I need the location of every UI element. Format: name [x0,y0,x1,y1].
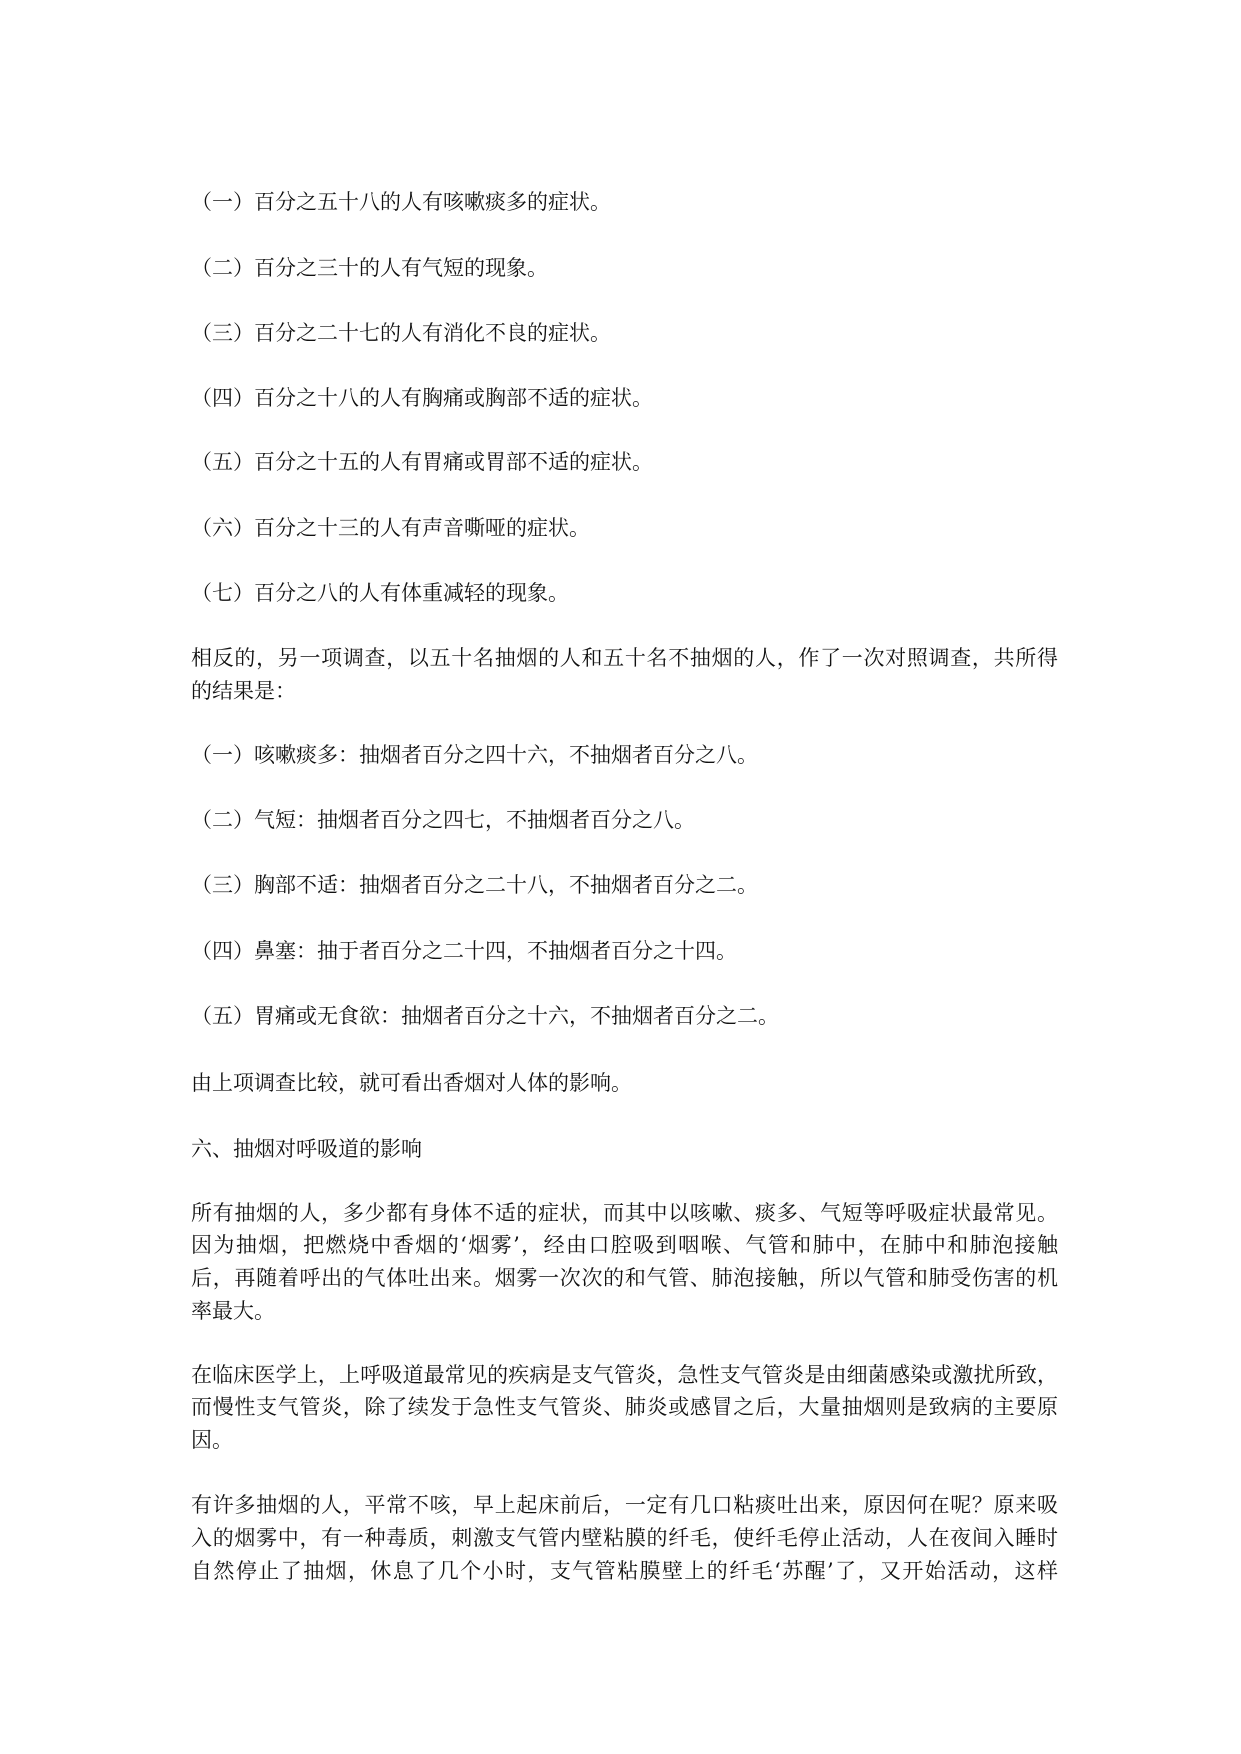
symptom-item: （一）百分之五十八的人有咳嗽痰多的症状。 [191,190,611,214]
symptom-item: （五）百分之十五的人有胃痛或胃部不适的症状。 [191,450,653,474]
intro-paragraph-line: 相反的，另一项调查，以五十名抽烟的人和五十名不抽烟的人，作了一次对照调查，共所得 [191,646,1058,670]
symptom-item: （六）百分之十三的人有声音嘶哑的症状。 [191,516,590,540]
symptom-item: （三）百分之二十七的人有消化不良的症状。 [191,321,611,345]
paragraph-line: 后，再随着呼出的气体吐出来。烟雾一次次的和气管、肺泡接触，所以气管和肺受伤害的机 [191,1266,1058,1290]
paragraph-line: 率最大。 [191,1299,275,1323]
section-heading: 六、抽烟对呼吸道的影响 [191,1137,422,1161]
paragraph-line: 所有抽烟的人，多少都有身体不适的症状，而其中以咳嗽、痰多、气短等呼吸症状最常见。 [191,1201,1058,1225]
comparison-item: （二）气短：抽烟者百分之四七，不抽烟者百分之八。 [191,808,695,832]
conclusion-text: 由上项调查比较，就可看出香烟对人体的影响。 [191,1071,632,1095]
comparison-item: （一）咳嗽痰多：抽烟者百分之四十六，不抽烟者百分之八。 [191,743,758,767]
intro-paragraph-line: 的结果是： [191,679,296,703]
comparison-item: （三）胸部不适：抽烟者百分之二十八，不抽烟者百分之二。 [191,873,758,897]
paragraph-line: 而慢性支气管炎，除了续发于急性支气管炎、肺炎或感冒之后，大量抽烟则是致病的主要原 [191,1395,1058,1419]
symptom-item: （四）百分之十八的人有胸痛或胸部不适的症状。 [191,386,653,410]
comparison-item: （四）鼻塞：抽于者百分之二十四，不抽烟者百分之十四。 [191,939,737,963]
paragraph-line: 自然停止了抽烟，休息了几个小时，支气管粘膜壁上的纤毛‘苏醒’了，又开始活动，这样 [191,1559,1058,1583]
paragraph-line: 入的烟雾中，有一种毒质，刺激支气管内壁粘膜的纤毛，使纤毛停止活动，人在夜间入睡时 [191,1526,1058,1550]
symptom-item: （二）百分之三十的人有气短的现象。 [191,256,548,280]
paragraph-line: 因。 [191,1428,233,1452]
paragraph-line: 在临床医学上，上呼吸道最常见的疾病是支气管炎，急性支气管炎是由细菌感染或激扰所致， [191,1363,1058,1387]
paragraph-line: 有许多抽烟的人，平常不咳，早上起床前后，一定有几口粘痰吐出来，原因何在呢？原来吸 [191,1493,1058,1517]
comparison-item: （五）胃痛或无食欲：抽烟者百分之十六，不抽烟者百分之二。 [191,1004,779,1028]
paragraph-line: 因为抽烟，把燃烧中香烟的‘烟雾’，经由口腔吸到咽喉、气管和肺中，在肺中和肺泡接触 [191,1233,1058,1257]
symptom-item: （七）百分之八的人有体重减轻的现象。 [191,581,569,605]
